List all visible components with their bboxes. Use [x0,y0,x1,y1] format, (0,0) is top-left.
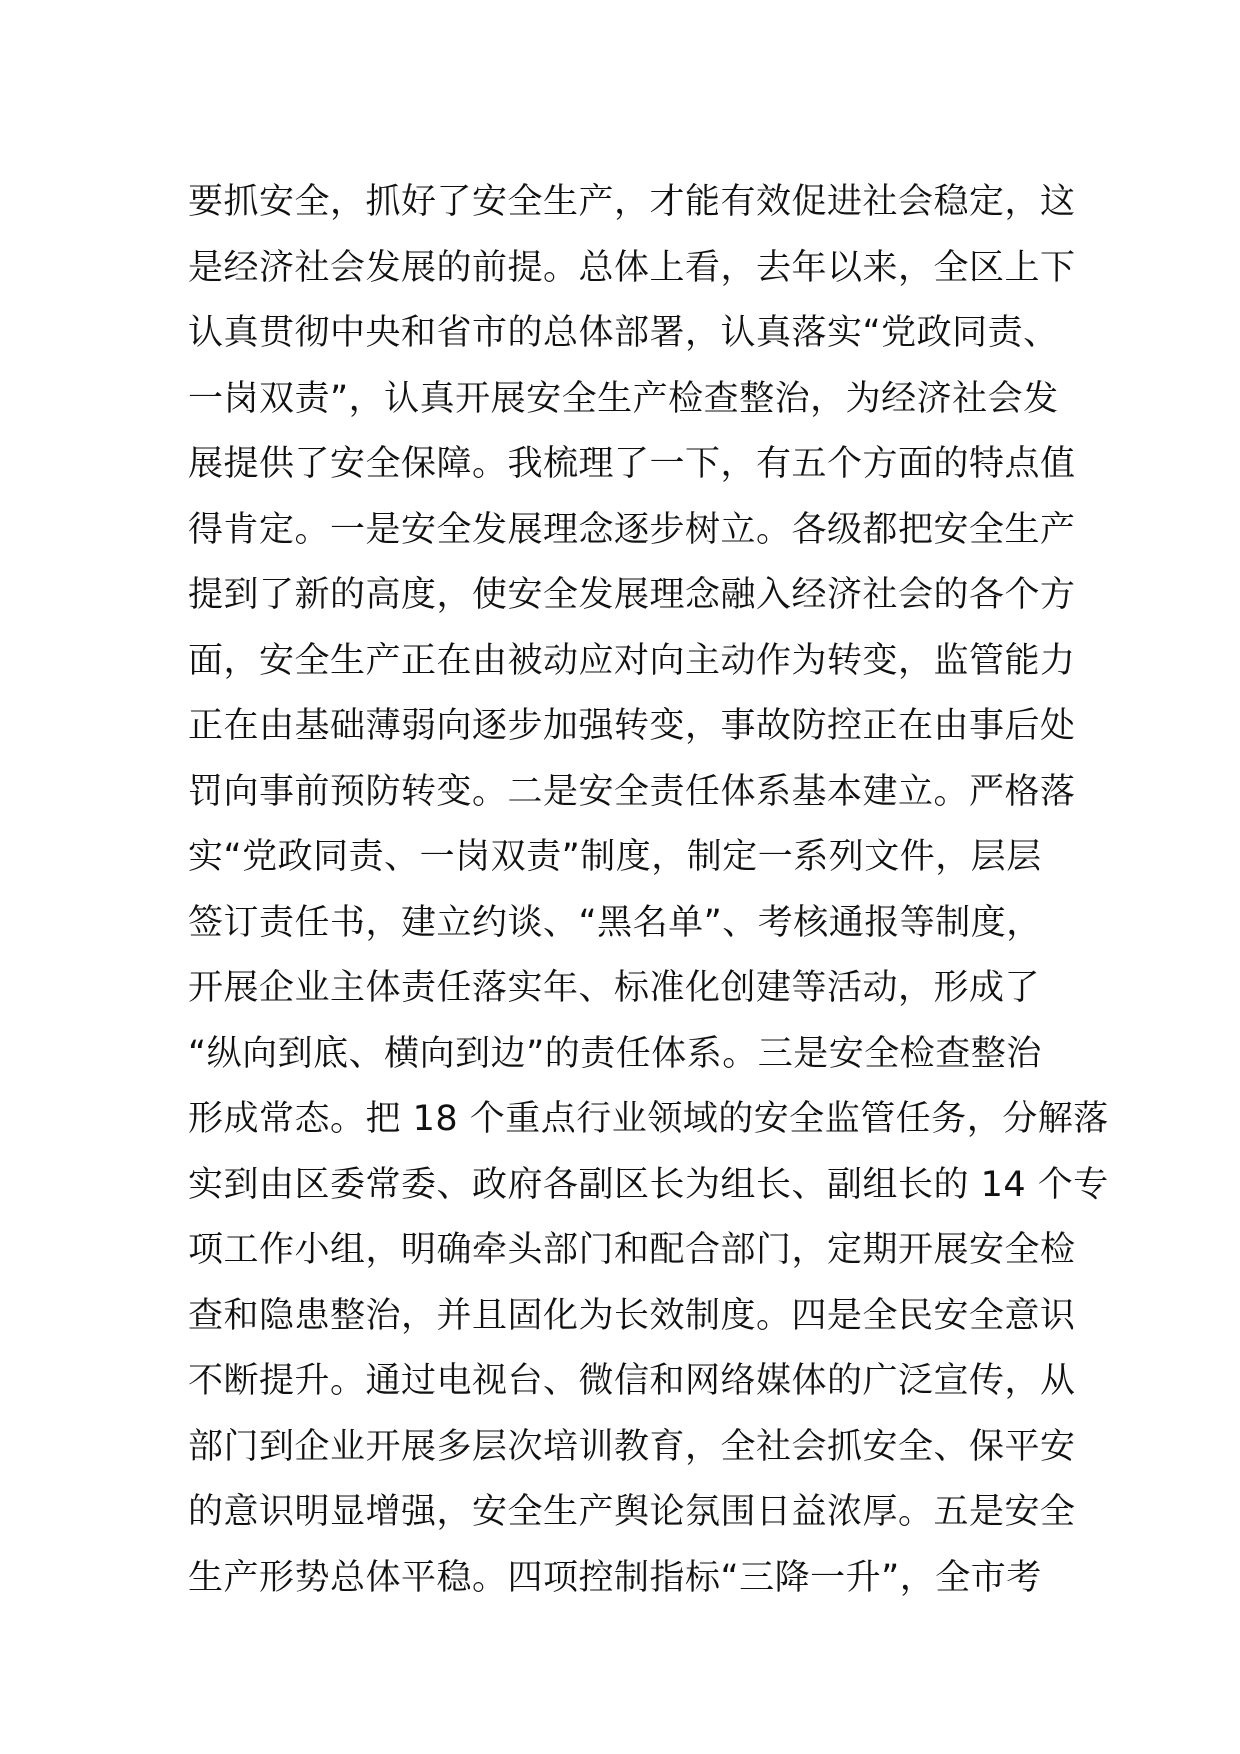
text-line: 罚向事前预防转变。二是安全责任体系基本建立。严格落 [188,771,1076,812]
text-line: 提到了新的高度，使安全发展理念融入经济社会的各个方 [188,575,1076,615]
text-line: 开展企业主体责任落实年、标准化创建等活动，形成了 [188,968,1041,1008]
text-line: 生产形势总体平稳。四项控制指标“三降一升”，全市考 [188,1557,1042,1598]
text-line: 面，安全生产正在由被动应对向主动作为转变，监管能力 [188,640,1076,681]
text-line: 得肯定。一是安全发展理念逐步树立。各级都把安全生产 [188,509,1076,550]
text-line: 部门到企业开展多层次培训教育，全社会抓安全、保平安 [188,1426,1076,1467]
text-line: 的意识明显增强，安全生产舆论氛围日益浓厚。五是安全 [188,1492,1076,1532]
text-line: 实到由区委常委、政府各副区长为组长、副组长的 14 个专 [188,1164,1109,1205]
text-line: 一岗双责”，认真开展安全生产检查整治，为经济社会发 [188,378,1059,419]
text-line: 签订责任书，建立约谈、“黑名单”、考核通报等制度， [188,902,1042,943]
text-line: 不断提升。通过电视台、微信和网络媒体的广泛宣传，从 [188,1361,1076,1401]
text-line: 查和隐患整治，并且固化为长效制度。四是全民安全意识 [188,1295,1076,1336]
text-line: 实“党政同责、一岗双责”制度，制定一系列文件，层层 [188,837,1042,877]
text-line: 认真贯彻中央和省市的总体部署，认真落实“党政同责、 [188,313,1059,353]
text-line: 展提供了安全保障。我梳理了一下，有五个方面的特点值 [188,444,1076,484]
body-text [188,170,1109,1611]
text-line: 要抓安全，抓好了安全生产，才能有效促进社会稳定，这 [188,182,1076,222]
text-line: “纵向到底、横向到边”的责任体系。三是安全检查整治 [188,1033,1042,1074]
text-line: 形成常态。把 18 个重点行业领域的安全监管任务，分解落 [188,1099,1109,1139]
text-line: 项工作小组，明确牵头部门和配合部门，定期开展安全检 [188,1230,1076,1270]
text-line: 正在由基础薄弱向逐步加强转变，事故防控正在由事后处 [188,706,1076,746]
text-line: 是经济社会发展的前提。总体上看，去年以来，全区上下 [188,247,1076,288]
